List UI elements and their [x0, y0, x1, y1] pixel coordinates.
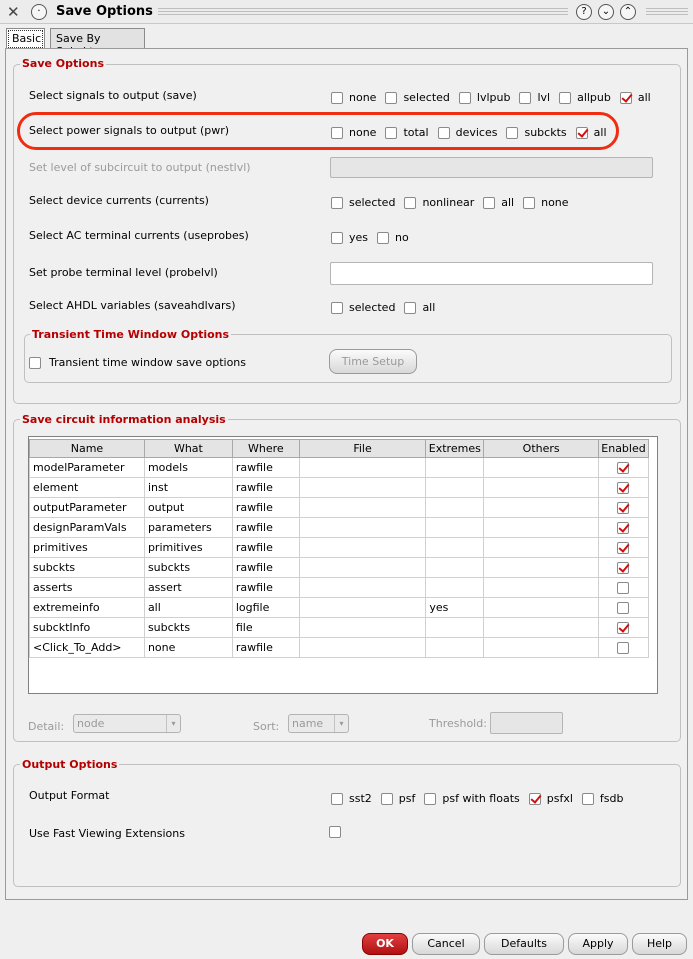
checkbox-checked[interactable]	[529, 793, 541, 805]
tab-basic[interactable]: Basic	[6, 28, 45, 50]
table-cell-where[interactable]: file	[232, 618, 299, 638]
fast-viewing-label: Use Fast Viewing Extensions	[29, 827, 185, 840]
checkbox-checked[interactable]	[620, 92, 632, 104]
table-cell-file[interactable]	[299, 558, 426, 578]
option-label: all	[501, 196, 515, 209]
col-where-header[interactable]: Where	[232, 440, 299, 458]
table-cell-enabled	[598, 498, 648, 518]
currents-label: Select device currents (currents)	[29, 194, 209, 207]
table-cell-what[interactable]: primitives	[144, 538, 232, 558]
detail-label: Detail:	[28, 720, 65, 733]
table-cell-others[interactable]	[484, 478, 599, 498]
analysis-table-body	[30, 458, 649, 658]
transient-checkbox-label: Transient time window save options	[49, 356, 247, 369]
defaults-button[interactable]: Defaults	[484, 933, 564, 955]
option-label: selected	[403, 91, 450, 104]
table-cell-file[interactable]	[299, 638, 426, 658]
table-cell-name[interactable]: <Click_To_Add>	[30, 638, 145, 658]
option-label: nonlinear	[422, 196, 475, 209]
checkbox[interactable]	[381, 793, 393, 805]
col-what-header[interactable]: What	[144, 440, 232, 458]
table-cell-what[interactable]: subckts	[144, 618, 232, 638]
table-cell-extremes[interactable]	[426, 458, 484, 478]
threshold-label: Threshold:	[429, 717, 487, 730]
checkbox[interactable]	[385, 92, 397, 104]
window-title: Save Options	[56, 4, 153, 19]
tab-save-by-subckt[interactable]: Save By	[50, 28, 145, 49]
table-row[interactable]	[30, 478, 649, 498]
useprobes-no-option[interactable]	[377, 231, 409, 244]
currents-options	[331, 196, 578, 209]
table-cell-enabled	[598, 478, 648, 498]
table-cell-extremes[interactable]	[426, 618, 484, 638]
probelvl-field[interactable]	[330, 262, 653, 285]
table-cell-file[interactable]	[299, 498, 426, 518]
table-header-row	[30, 440, 649, 458]
title-grip-right	[646, 8, 688, 17]
save-lvl-option[interactable]	[519, 91, 550, 104]
table-cell-file[interactable]	[299, 598, 426, 618]
format-psfxl-option[interactable]	[529, 792, 573, 805]
table-cell-others[interactable]	[484, 518, 599, 538]
table-cell-file[interactable]	[299, 478, 426, 498]
option-label: selected	[349, 301, 396, 314]
table-cell-enabled	[598, 558, 648, 578]
table-cell-what[interactable]: output	[144, 498, 232, 518]
checkbox[interactable]	[29, 357, 41, 369]
table-cell-enabled	[598, 538, 648, 558]
table-cell-name[interactable]: subcktInfo	[30, 618, 145, 638]
option-label: no	[395, 231, 409, 244]
table-cell-what[interactable]: subckts	[144, 558, 232, 578]
table-cell-enabled	[598, 458, 648, 478]
enabled-checkbox[interactable]	[617, 602, 629, 614]
table-cell-others[interactable]	[484, 578, 599, 598]
table-cell-enabled	[598, 638, 648, 658]
table-cell-where[interactable]: rawfile	[232, 578, 299, 598]
transient-group-title: Transient Time Window Options	[32, 328, 230, 341]
ahdl-options	[331, 301, 444, 314]
table-cell-where[interactable]: rawfile	[232, 458, 299, 478]
option-label: subckts	[524, 126, 567, 139]
maximize-icon[interactable]: ⌃	[620, 4, 636, 20]
checkbox[interactable]	[559, 92, 571, 104]
enabled-checkbox-checked[interactable]	[617, 462, 629, 474]
checkbox[interactable]	[404, 302, 416, 314]
option-label: total	[403, 126, 429, 139]
option-label: lvl	[537, 91, 551, 104]
table-cell-where[interactable]: logfile	[232, 598, 299, 618]
option-label: allpub	[577, 91, 611, 104]
checkbox[interactable]	[377, 232, 389, 244]
checkbox[interactable]	[404, 197, 416, 209]
option-label: all	[593, 126, 607, 139]
checkbox[interactable]	[424, 793, 436, 805]
sort-select[interactable]	[288, 714, 349, 733]
output-options-title: Output Options	[22, 758, 118, 771]
table-cell-name[interactable]: subckts	[30, 558, 145, 578]
chevron-down-icon[interactable]: ▾	[334, 715, 348, 732]
save-options-title: Save Options	[22, 57, 104, 70]
option-label: all	[637, 91, 651, 104]
help-icon[interactable]: ?	[576, 4, 592, 20]
enabled-checkbox-checked[interactable]	[617, 562, 629, 574]
checkbox[interactable]	[459, 92, 471, 104]
col-extremes-header[interactable]: Extremes	[426, 440, 484, 458]
table-cell-name[interactable]: modelParameter	[30, 458, 145, 478]
col-enabled-header[interactable]: Enabled	[598, 440, 648, 458]
cancel-button[interactable]: Cancel	[412, 933, 480, 955]
col-others-header[interactable]: Others	[484, 440, 599, 458]
fast-viewing-checkbox[interactable]	[329, 826, 341, 838]
threshold-field[interactable]	[490, 712, 563, 734]
save-signals-label: Select signals to output (save)	[29, 89, 197, 102]
option-label: none	[349, 126, 377, 139]
option-label: none	[541, 196, 569, 209]
highlight-annotation	[17, 112, 619, 150]
checkbox[interactable]	[331, 302, 343, 314]
ahdl-selected-option[interactable]	[331, 301, 395, 314]
title-bar	[0, 0, 693, 24]
title-grip	[158, 8, 568, 17]
option-label: none	[349, 91, 377, 104]
option-label: selected	[349, 196, 396, 209]
tab-bar	[0, 26, 693, 48]
useprobes-yes-option[interactable]	[331, 231, 368, 244]
format-psf-floats-option[interactable]	[424, 792, 519, 805]
enabled-checkbox-checked[interactable]	[617, 482, 629, 494]
detail-value: node	[77, 717, 105, 730]
option-label: yes	[349, 231, 369, 244]
table-cell-what[interactable]: none	[144, 638, 232, 658]
col-name-header[interactable]: Name	[30, 440, 145, 458]
table-row[interactable]	[30, 538, 649, 558]
pwr-signals-label: Select power signals to output (pwr)	[29, 124, 230, 137]
checkbox[interactable]	[331, 232, 343, 244]
option-label: psf with floats	[442, 792, 520, 805]
col-file-header[interactable]: File	[299, 440, 426, 458]
format-sst2-option[interactable]	[331, 792, 372, 805]
app-x-icon[interactable]: ✕	[7, 3, 20, 21]
currents-selected-option[interactable]	[331, 196, 395, 209]
option-label: devices	[455, 126, 498, 139]
table-cell-extremes[interactable]	[426, 558, 484, 578]
table-cell-file[interactable]	[299, 578, 426, 598]
table-cell-where[interactable]: rawfile	[232, 638, 299, 658]
checkbox[interactable]	[331, 92, 343, 104]
chevron-down-icon[interactable]: ▾	[166, 715, 180, 732]
analysis-table-container	[28, 436, 658, 694]
save-allpub-option[interactable]	[559, 91, 611, 104]
save-all-option[interactable]	[620, 91, 651, 104]
table-row[interactable]	[30, 618, 649, 638]
table-cell-name[interactable]: primitives	[30, 538, 145, 558]
table-row[interactable]	[30, 518, 649, 538]
table-cell-others[interactable]	[484, 598, 599, 618]
table-cell-others[interactable]	[484, 458, 599, 478]
nestlvl-field[interactable]	[330, 157, 653, 178]
enabled-checkbox-checked[interactable]	[617, 522, 629, 534]
table-cell-file[interactable]	[299, 538, 426, 558]
checkbox[interactable]	[523, 197, 535, 209]
currents-nonlinear-option[interactable]	[404, 196, 474, 209]
format-psf-option[interactable]	[381, 792, 416, 805]
table-cell-enabled	[598, 518, 648, 538]
analysis-table	[29, 439, 649, 658]
table-row[interactable]	[30, 498, 649, 518]
save-selected-option[interactable]	[385, 91, 449, 104]
table-cell-file[interactable]	[299, 518, 426, 538]
table-cell-name[interactable]: designParamVals	[30, 518, 145, 538]
table-cell-others[interactable]	[484, 618, 599, 638]
table-cell-extremes[interactable]	[426, 478, 484, 498]
table-cell-name[interactable]: extremeinfo	[30, 598, 145, 618]
option-label: psfxl	[546, 792, 573, 805]
enabled-checkbox[interactable]	[617, 582, 629, 594]
currents-none-option[interactable]	[523, 196, 568, 209]
transient-option[interactable]	[29, 356, 246, 369]
table-cell-extremes[interactable]	[426, 498, 484, 518]
table-row[interactable]	[30, 558, 649, 578]
table-row[interactable]	[30, 578, 649, 598]
ahdl-all-option[interactable]	[404, 301, 435, 314]
enabled-checkbox-checked[interactable]	[617, 622, 629, 634]
useprobes-label: Select AC terminal currents (useprobes)	[29, 229, 249, 242]
table-cell-what[interactable]: models	[144, 458, 232, 478]
table-cell-where[interactable]: rawfile	[232, 538, 299, 558]
output-options-group	[13, 764, 681, 887]
sort-value: name	[292, 717, 324, 730]
analysis-group-title: Save circuit information analysis	[22, 413, 226, 426]
table-row[interactable]	[30, 598, 649, 618]
option-label: lvlpub	[476, 91, 511, 104]
nestlvl-label: Set level of subcircuit to output (nestlvl)	[29, 161, 251, 174]
sort-label: Sort:	[253, 720, 280, 733]
checkbox[interactable]	[582, 793, 594, 805]
table-cell-enabled	[598, 598, 648, 618]
table-cell-what[interactable]: inst	[144, 478, 232, 498]
checkbox[interactable]	[483, 197, 495, 209]
table-cell-extremes[interactable]	[426, 538, 484, 558]
checkbox[interactable]	[519, 92, 531, 104]
minimize-icon[interactable]: ⌄	[598, 4, 614, 20]
window-menu-icon[interactable]: ·	[31, 4, 47, 20]
useprobes-options	[331, 231, 418, 244]
table-cell-extremes[interactable]	[426, 578, 484, 598]
table-cell-enabled	[598, 578, 648, 598]
output-format-label: Output Format	[29, 789, 110, 802]
enabled-checkbox[interactable]	[617, 642, 629, 654]
table-cell-extremes[interactable]	[426, 518, 484, 538]
table-cell-where[interactable]: rawfile	[232, 478, 299, 498]
option-label: all	[422, 301, 436, 314]
table-cell-others[interactable]	[484, 498, 599, 518]
table-cell-extremes[interactable]	[426, 638, 484, 658]
ahdl-label: Select AHDL variables (saveahdlvars)	[29, 299, 236, 312]
save-signals-options	[331, 91, 660, 104]
save-none-option[interactable]	[331, 91, 376, 104]
table-cell-where[interactable]: rawfile	[232, 498, 299, 518]
table-cell-what[interactable]: parameters	[144, 518, 232, 538]
help-button[interactable]: Help	[632, 933, 687, 955]
table-cell-enabled	[598, 618, 648, 638]
table-cell-name[interactable]: outputParameter	[30, 498, 145, 518]
table-cell-file[interactable]	[299, 458, 426, 478]
table-cell-what[interactable]: assert	[144, 578, 232, 598]
output-format-options	[331, 792, 632, 805]
option-label: psf	[398, 792, 416, 805]
checkbox[interactable]	[331, 793, 343, 805]
apply-button[interactable]: Apply	[568, 933, 628, 955]
detail-select[interactable]	[73, 714, 181, 733]
ok-button[interactable]: OK	[362, 933, 408, 955]
option-label: fsdb	[599, 792, 624, 805]
table-cell-others[interactable]	[484, 538, 599, 558]
option-label: sst2	[349, 792, 372, 805]
currents-all-option[interactable]	[483, 196, 514, 209]
table-cell-what[interactable]: all	[144, 598, 232, 618]
table-cell-where[interactable]: rawfile	[232, 518, 299, 538]
enabled-checkbox-checked[interactable]	[617, 502, 629, 514]
table-cell-file[interactable]	[299, 618, 426, 638]
enabled-checkbox-checked[interactable]	[617, 542, 629, 554]
table-row[interactable]	[30, 638, 649, 658]
time-setup-button[interactable]: Time Setup	[329, 349, 417, 374]
checkbox[interactable]	[331, 197, 343, 209]
save-lvlpub-option[interactable]	[459, 91, 511, 104]
table-cell-others[interactable]	[484, 638, 599, 658]
table-row[interactable]	[30, 458, 649, 478]
probelvl-label: Set probe terminal level (probelvl)	[29, 266, 218, 279]
table-cell-extremes[interactable]: yes	[426, 598, 484, 618]
format-fsdb-option[interactable]	[582, 792, 624, 805]
table-cell-others[interactable]	[484, 558, 599, 578]
table-cell-where[interactable]: rawfile	[232, 558, 299, 578]
table-cell-name[interactable]: asserts	[30, 578, 145, 598]
table-cell-name[interactable]: element	[30, 478, 145, 498]
